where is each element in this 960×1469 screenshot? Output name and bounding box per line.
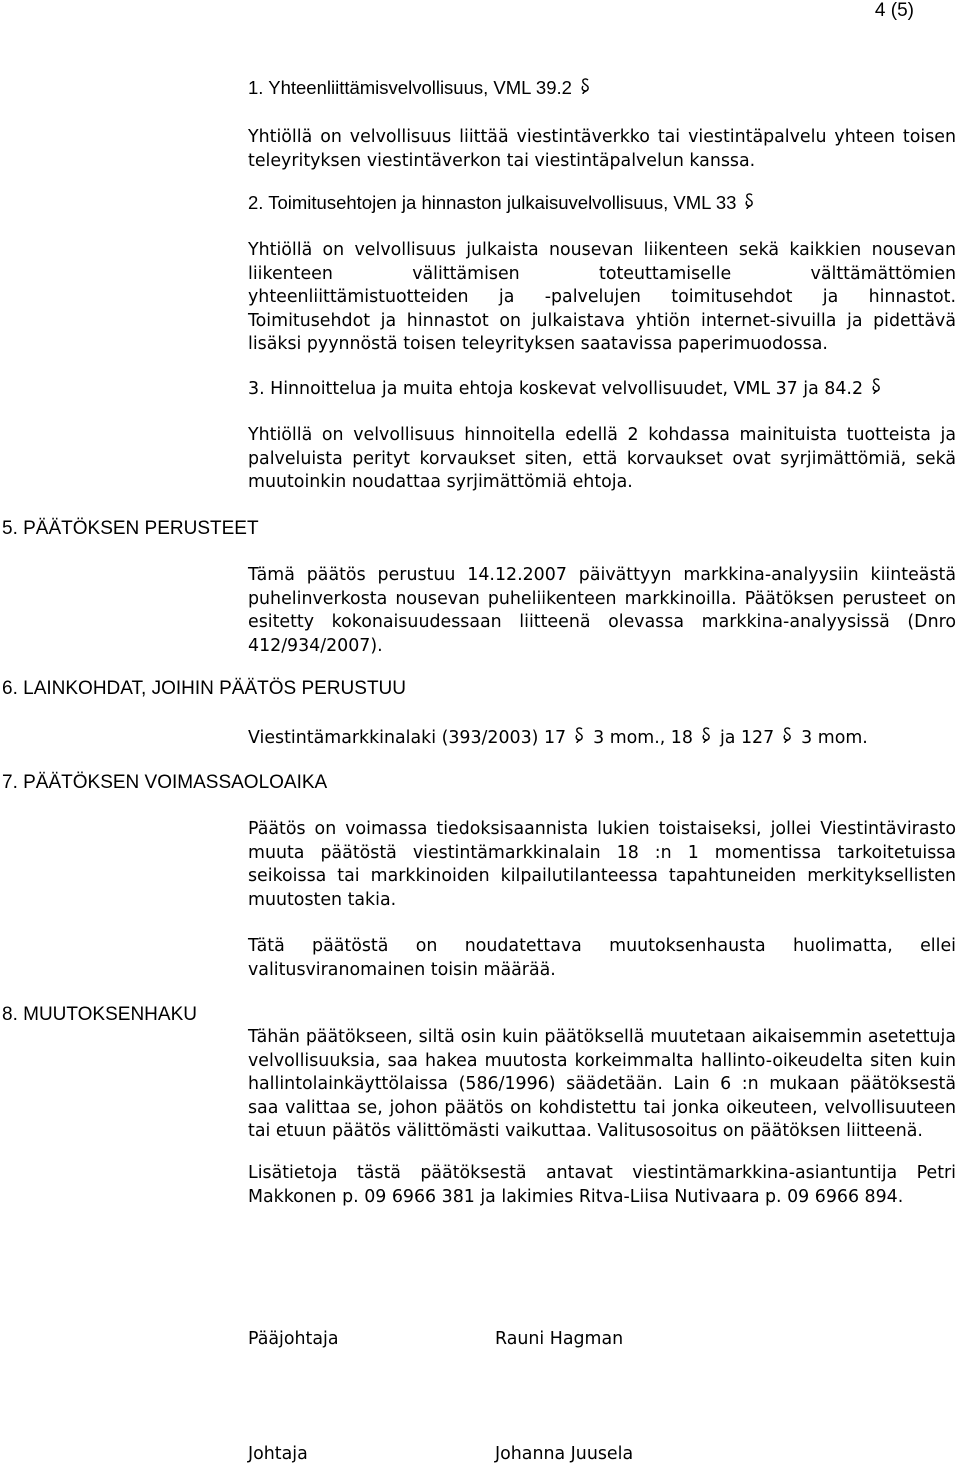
appeal-text-1: Tähän päätökseen, siltä osin kuin päätöksellä muutetaan aikaisemmin asetettuja velvollisuuksia, saa hakea muutosta korkeimmalta hallinto-oikeudelta siten kuin hallintolainkäyttölaissa (586/1996) säädetään. Lain 6 :n mukaan päätöksestä saa valittaa se, johon päätös on kohdistettu tai jonka oikeuteen, velvollisuuteen tai etuun päätös välittömästi vaikuttaa. Valitusosoitus on päätöksen liitteenä. (248, 1027, 956, 1141)
page-number: 4 (5) (874, 0, 914, 21)
obligation-3-heading (248, 378, 890, 399)
signature-title: Pääjohtaja (248, 1329, 339, 1349)
obligation-1-heading (248, 77, 599, 99)
section-sign-icon (871, 378, 882, 397)
obligation-2-heading (248, 192, 763, 214)
signature-name: Rauni Hagman (495, 1329, 624, 1349)
law-ref-part-2: 3 mom., 18 (593, 728, 693, 748)
obligation-1-text: Yhtiöllä on velvollisuus liittää viestintäverkko tai viestintäpalvelu yhteen toisen teleyrityksen viestintäverkon tai viestintäpalvelun kanssa. (248, 127, 956, 171)
section-heading-5: 5. PÄÄTÖKSEN PERUSTEET (2, 518, 259, 539)
section-sign-icon (701, 727, 712, 746)
signature-name: Johanna Juusela (495, 1444, 634, 1464)
appeal-text-2: Lisätietoja tästä päätöksestä antavat viestintämarkkina-asiantuntija Petri Makkonen p. 09 6966 381 ja lakimies Ritva-Liisa Nutivaara p. 09 6966 894. (248, 1163, 956, 1207)
basis-text: Tämä päätös perustuu 14.12.2007 päivättyyn markkina-analyysiin kiinteästä puhelinverkosta nousevan puheliikenteen markkinoilla. Päätöksen perusteet on esitetty kokonaisuudessaan liitteenä olevassa markkina-analyysissä (Dnro 412/934/2007). (248, 565, 956, 656)
obligation-1-title: 1. Yhteenliittämisvelvollisuus, VML 39.2 (248, 77, 572, 98)
obligation-2-text: Yhtiöllä on velvollisuus julkaista nousevan liikenteen sekä kaikkien nousevan liikenteen välittämisen toteuttamiselle välttämättömien yhteenliittämistuotteiden ja -palvelujen toimitusehdot ja hinnastot. Toimitusehdot ja hinnastot on julkaistava yhtiön internet-sivuilla ja pidettävä lisäksi pyynnöstä toisen teleyrityksen saatavissa paperimuodossa. (248, 240, 956, 354)
law-ref-part-4: 3 mom. (801, 728, 868, 748)
validity-text-1: Päätös on voimassa tiedoksisaannista lukien toistaiseksi, jollei Viestintävirasto muuta päätöstä viestintämarkkinalain 18 :n 1 momentissa tarkoitetuissa seikoissa tai markkinoiden kilpailutilanteessa tapahtuneiden merkityksellisten muutosten takia. (248, 819, 956, 910)
obligation-3-text: Yhtiöllä on velvollisuus hinnoitella edellä 2 kohdassa mainituista tuotteista ja palveluista perityt korvaukset siten, että korvaukset ovat syrjimättömiä, sekä muutoinkin noudattaa syrjimättömiä ehtoja. (248, 425, 956, 492)
section-sign-icon (574, 727, 585, 746)
section-heading-7: 7. PÄÄTÖKSEN VOIMASSAOLOAIKA (2, 772, 328, 793)
law-ref-part-1: Viestintämarkkinalaki (393/2003) 17 (248, 728, 567, 748)
section-sign-icon (744, 193, 755, 212)
validity-text-2: Tätä päätöstä on noudatettava muutoksenhausta huolimatta, ellei valitusviranomainen toisin määrää. (248, 936, 956, 980)
signature-title: Johtaja (248, 1444, 308, 1464)
section-heading-8: 8. MUUTOKSENHAKU (2, 1004, 197, 1025)
section-sign-icon (782, 727, 793, 746)
section-heading-6: 6. LAINKOHDAT, JOIHIN PÄÄTÖS PERUSTUU (2, 678, 407, 699)
law-references (248, 727, 868, 748)
section-sign-icon (580, 78, 591, 97)
obligation-3-title: 3. Hinnoittelua ja muita ehtoja koskevat velvollisuudet, VML 37 ja 84.2 (248, 379, 864, 399)
law-ref-part-3: ja 127 (719, 728, 775, 748)
obligation-2-title: 2. Toimitusehtojen ja hinnaston julkaisuvelvollisuus, VML 33 (248, 192, 737, 213)
